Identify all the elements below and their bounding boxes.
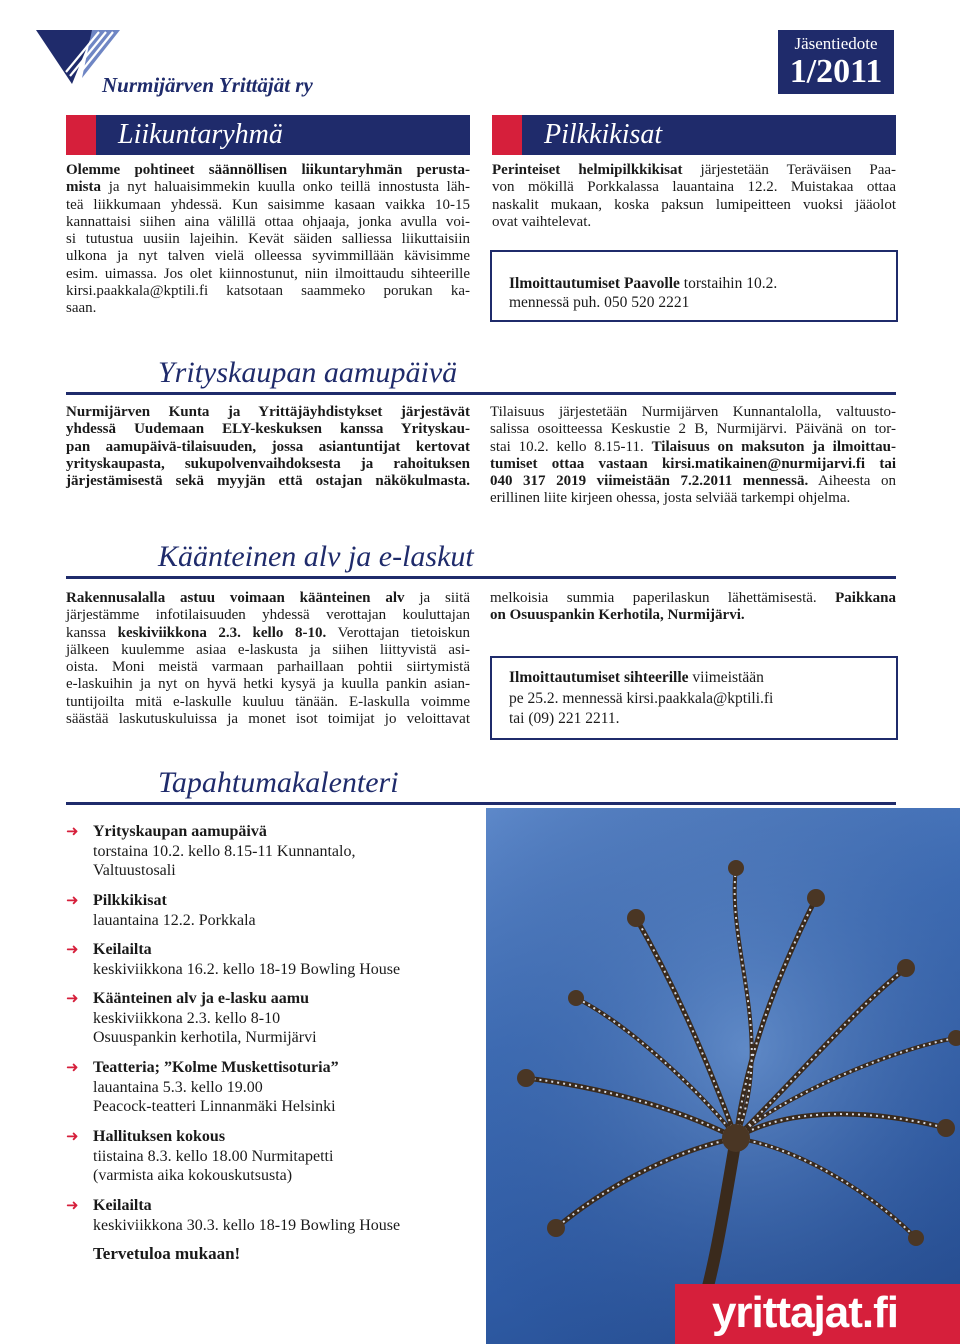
event-detail: Osuuspankin kerhotila, Nurmijärvi [93,1029,317,1046]
frost-flower-image [486,808,960,1344]
text-line: 040 317 2019 viimeistään 7.2.2011 mennessä. Aiheesta on [490,473,896,490]
liikunta-body [66,162,470,318]
event-detail: keskiviikkona 2.3. kello 8-10 [93,1010,281,1027]
event-detail: Peacock-teatteri Linnanmäki Helsinki [93,1098,336,1115]
text-line: naskalit mukaan, koska paksun lumipeitteen vuoksi jääolot [492,196,896,213]
text-line: tumiset ottaa vastaan kirsi.matikainen@nurmijarvi.fi tai [490,455,896,472]
issue-number: 1/2011 [789,53,883,90]
calendar-title: Tapahtumakalenteri [158,766,399,799]
event-detail: Valtuustosali [93,862,176,879]
header-accent [492,115,522,155]
text-line: Nurmijärven Kunta ja Yrittäjäyhdistykset järjestävät [66,404,470,420]
arrow-right-icon: ➜ [66,940,79,958]
text-line: erillinen liite kirjeen ohessa, josta selviää tarkempi ohjelma. [490,490,851,507]
text-line: melkoisia summia paperilaskun lähettämisestä. Paikkana [490,590,896,606]
text-line: Rakennusalalla astuu voimaan käänteinen alv ja siitä [66,590,470,606]
text-line: salissa osoitteessa Keskustie 2 B, Nurmijärvi. Päivänä on tor- [490,421,896,438]
text-line: esim. uimassa. Jos olet kiinnostunut, niin ilmoittaudu sihteerille [66,265,470,282]
frost-plant-photo [486,808,960,1344]
arrow-right-icon: ➜ [66,1127,79,1145]
event-detail: lauantaina 5.3. kello 19.00 [93,1079,263,1096]
text-line: säästää laskutuskuluissa ja monet isot toimijat jo veloittavat [66,711,470,728]
yrityskauppa-title: Yrityskaupan aamupäivä [158,356,458,389]
alv-right [490,590,896,625]
text-line: on Osuuspankin Kerhotila, Nurmijärvi. [490,607,745,624]
liikunta-title: Liikuntaryhmä [118,119,283,150]
event-detail: (varmista aika kokouskutsusta) [93,1167,293,1184]
pilkki-registration [509,274,889,312]
event-name: Keilailta [93,1197,152,1214]
text-line: järjestämme infotilaisuuden yhdessä verottajan kouluttajan [66,607,470,624]
text-line: mista ja nyt haluaisimmekin kuulla onko teillä innostusta läh- [66,179,470,196]
yrityskauppa-rule [66,392,896,395]
text-line: ovat vaihtelevat. [492,213,592,230]
alv-rule [66,576,896,579]
event-detail: lauantaina 12.2. Porkkala [93,912,256,929]
event-name: Pilkkikisat [93,892,167,909]
text-line: saan. [66,300,97,317]
event-name: Hallituksen kokous [93,1128,226,1145]
footer-bar [675,1284,960,1344]
alv-registration-box [490,656,898,740]
event-name: Yrityskaupan aamupäivä [93,823,267,840]
pilkki-body [492,162,896,231]
text-line: mennessä puh. 050 520 2221 [509,294,690,311]
text-line: teä liikkumaan yhdessä. Kun saisimme kasaan vaikka 10-15 [66,196,470,213]
text-line: yhdessä Uudemaan ELY-keskuksen kanssa Yrityskau- [66,421,470,438]
closing-text: Tervetuloa mukaan! [93,1244,241,1263]
text-line: pan aamupäivä-tilaisuuden, jossa asiantuntijat kertovat [66,438,470,455]
event-detail: keskiviikkona 16.2. kello 18-19 Bowling House [93,961,401,978]
pilkki-registration-box [490,250,898,322]
yrityskauppa-right [490,404,896,508]
event-name: Teatteria; ”Kolme Muskettisoturia” [93,1059,339,1076]
text-line: tuntijoilta mitä e-laskulle kuuluu tänään. E-laskulla voimme [66,693,470,710]
arrow-right-icon: ➜ [66,822,79,840]
text-line: kannattaisi siihen aina välillä ottaa ohjaaja, jonka avulla voi- [66,213,470,230]
pilkki-title: Pilkkikisat [544,119,663,150]
event-name: Käänteinen alv ja e-lasku aamu [93,990,310,1007]
text-line: stai 10.2. kello 8.15-11. Tilaisuus on maksuton ja ilmoittau- [490,438,896,455]
org-name: Nurmijärven Yrittäjät ry [102,73,313,97]
text-line: tai (09) 221 2211. [509,710,620,727]
alv-left [66,590,470,728]
text-line: kirsi.paakkala@kptili.fi katsotaan saammeko porukan ka- [66,283,470,300]
pilkki-header-bar [492,115,896,155]
text-line: Perinteiset helmipilkkikisat järjestetään Teräväisen Paa- [492,162,897,178]
text-line: järjestämisestä sekä myyjän että ostajan näkökulmasta. [66,473,470,490]
yrityskauppa-left [66,404,470,490]
text-line: kanssa keskiviikkona 2.3. kello 8-10. Verottajan tietoiskun [66,624,470,641]
header-accent [66,115,96,155]
event-detail: tiistaina 8.3. kello 18.00 Nurmitapetti [93,1148,334,1165]
arrow-right-icon: ➜ [66,891,79,909]
alv-title: Käänteinen alv ja e-laskut [158,540,474,573]
text-line: ulkona ja nyt talven vielä olleessa syvimmillään kävisimme [66,248,470,265]
text-line: Olemme pohtineet säännöllisen liikuntaryhmän perusta- [66,162,470,178]
event-detail: keskiviikkona 30.3. kello 18-19 Bowling House [93,1217,401,1234]
calendar-rule [66,802,896,805]
text-line: pe 25.2. mennessä kirsi.paakkala@kptili.fi [509,689,774,707]
liikunta-header-bar [66,115,470,155]
event-detail: torstaina 10.2. kello 8.15-11 Kunnantalo, [93,843,356,860]
text-line: si tutustua uusiin lajeihin. Kevät säiden salliessa liikuttaisiin [66,231,470,248]
arrow-right-icon: ➜ [66,989,79,1007]
text-line: e-laskuihin ja nyt on hyvä hetki kysyä ja kuulla pankin asian- [66,676,470,693]
issue-tag [778,30,894,94]
text-line: Ilmoittautumiset sihteerille viimeistään [509,669,764,686]
event-name: Keilailta [93,941,152,958]
text-line: Ilmoittautumiset Paavolle torstaihin 10.2. [509,275,778,292]
text-line: jälkeen kuulemme asiaa e-laskusta ja siihen liittyvistä asi- [66,641,470,658]
issue-tag-label: Jäsentiedote [794,34,878,53]
text-line: Tilaisuus järjestetään Nurmijärven Kunnantalolla, valtuusto- [490,404,896,420]
text-line: oista. Moni meistä varmaan parhaillaan pohtii siirtymistä [66,659,470,676]
arrow-right-icon: ➜ [66,1196,79,1214]
alv-registration [509,668,889,730]
arrow-right-icon: ➜ [66,1058,79,1076]
text-line: yrityskaupasta, sukupolvenvaihdoksesta ja rahoituksen [66,455,470,472]
footer-brand: yrittajat.fi [711,1288,898,1337]
text-line: von mökillä Porkkalassa lauantaina 12.2. Muistakaa ottaa [492,179,896,196]
